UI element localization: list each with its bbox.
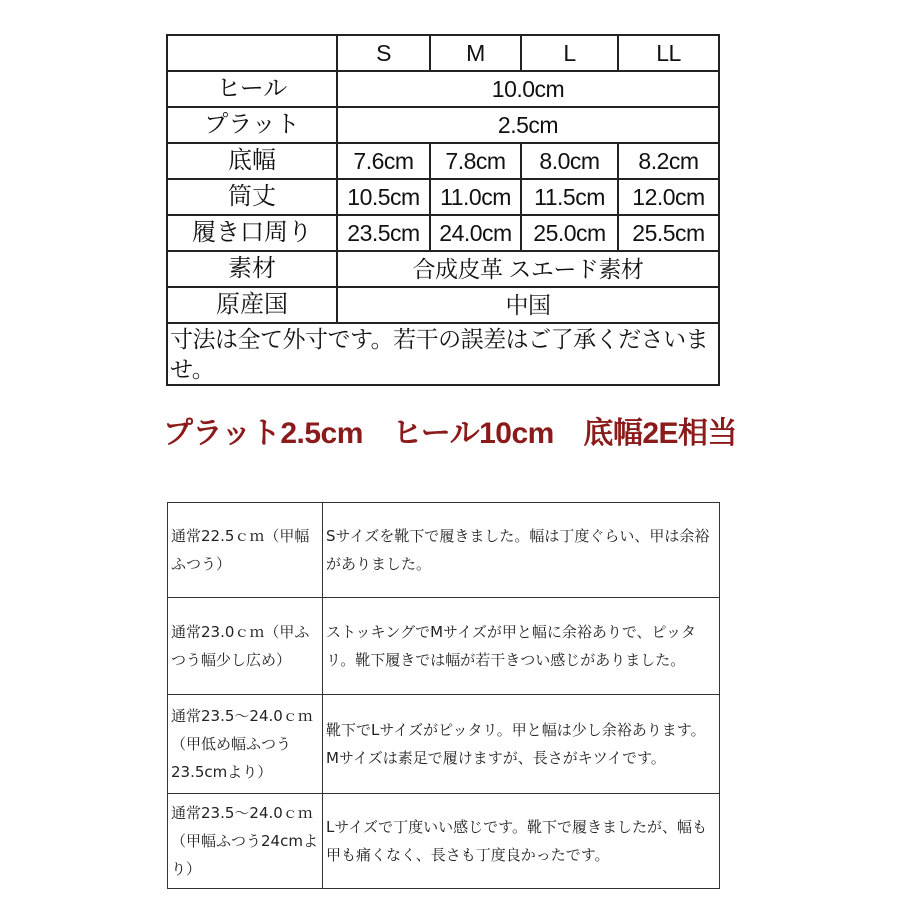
sole-width-ll: 8.2cm	[618, 143, 719, 179]
review-comment: 靴下でLサイズがピッタリ。甲と幅は少し余裕あります。Mサイズは素足で履けますが、長さがキツイです。	[323, 695, 720, 794]
note-row	[167, 323, 719, 385]
review-foot-size: 通常23.0ｃｍ（甲ふつう幅少し広め）	[168, 598, 323, 695]
size-m-header: M	[430, 35, 521, 71]
review-row	[168, 794, 720, 889]
shaft-height-ll: 12.0cm	[618, 179, 719, 215]
shaft-height-label: 筒丈	[167, 179, 337, 215]
review-comment: Sサイズを靴下で履きました。幅は丁度ぐらい、甲は余裕がありました。	[323, 503, 720, 598]
size-s-header: S	[337, 35, 430, 71]
sole-width-m: 7.8cm	[430, 143, 521, 179]
opening-ll: 25.5cm	[618, 215, 719, 251]
size-header-row	[167, 35, 719, 71]
review-foot-size: 通常23.5～24.0ｃｍ（甲幅ふつう24cmより）	[168, 794, 323, 889]
sole-width-label: 底幅	[167, 143, 337, 179]
shaft-height-m: 11.0cm	[430, 179, 521, 215]
review-comment: Lサイズで丁度いい感じです。靴下で履きましたが、幅も甲も痛くなく、長さも丁度良かったです。	[323, 794, 720, 889]
measurement-note: 寸法は全て外寸です。若干の誤差はご了承くださいませ。	[167, 323, 719, 385]
sole-width-s: 7.6cm	[337, 143, 430, 179]
size-table	[166, 34, 720, 386]
review-table	[167, 502, 720, 889]
opening-label: 履き口周り	[167, 215, 337, 251]
review-row	[168, 503, 720, 598]
platform-row	[167, 107, 719, 143]
headline: プラット2.5cm ヒール10cm 底幅2E相当	[162, 417, 738, 450]
heel-row	[167, 71, 719, 107]
opening-m: 24.0cm	[430, 215, 521, 251]
review-foot-size: 通常22.5ｃｍ（甲幅ふつう）	[168, 503, 323, 598]
platform-value: 2.5cm	[337, 107, 719, 143]
material-value: 合成皮革 スエード素材	[337, 251, 719, 287]
review-row	[168, 598, 720, 695]
shaft-height-row	[167, 179, 719, 215]
header-blank-cell	[167, 35, 337, 71]
sole-width-l: 8.0cm	[521, 143, 618, 179]
shaft-height-l: 11.5cm	[521, 179, 618, 215]
review-row	[168, 695, 720, 794]
review-foot-size: 通常23.5～24.0ｃｍ（甲低め幅ふつう23.5cmより）	[168, 695, 323, 794]
heel-value: 10.0cm	[337, 71, 719, 107]
heel-label: ヒール	[167, 71, 337, 107]
material-label: 素材	[167, 251, 337, 287]
platform-label: プラット	[167, 107, 337, 143]
origin-row	[167, 287, 719, 323]
shaft-height-s: 10.5cm	[337, 179, 430, 215]
size-ll-header: LL	[618, 35, 719, 71]
opening-l: 25.0cm	[521, 215, 618, 251]
opening-s: 23.5cm	[337, 215, 430, 251]
sole-width-row	[167, 143, 719, 179]
review-comment: ストッキングでMサイズが甲と幅に余裕ありで、ピッタリ。靴下履きでは幅が若干きつい感じがありました。	[323, 598, 720, 695]
origin-value: 中国	[337, 287, 719, 323]
size-l-header: L	[521, 35, 618, 71]
origin-label: 原産国	[167, 287, 337, 323]
material-row	[167, 251, 719, 287]
opening-row	[167, 215, 719, 251]
